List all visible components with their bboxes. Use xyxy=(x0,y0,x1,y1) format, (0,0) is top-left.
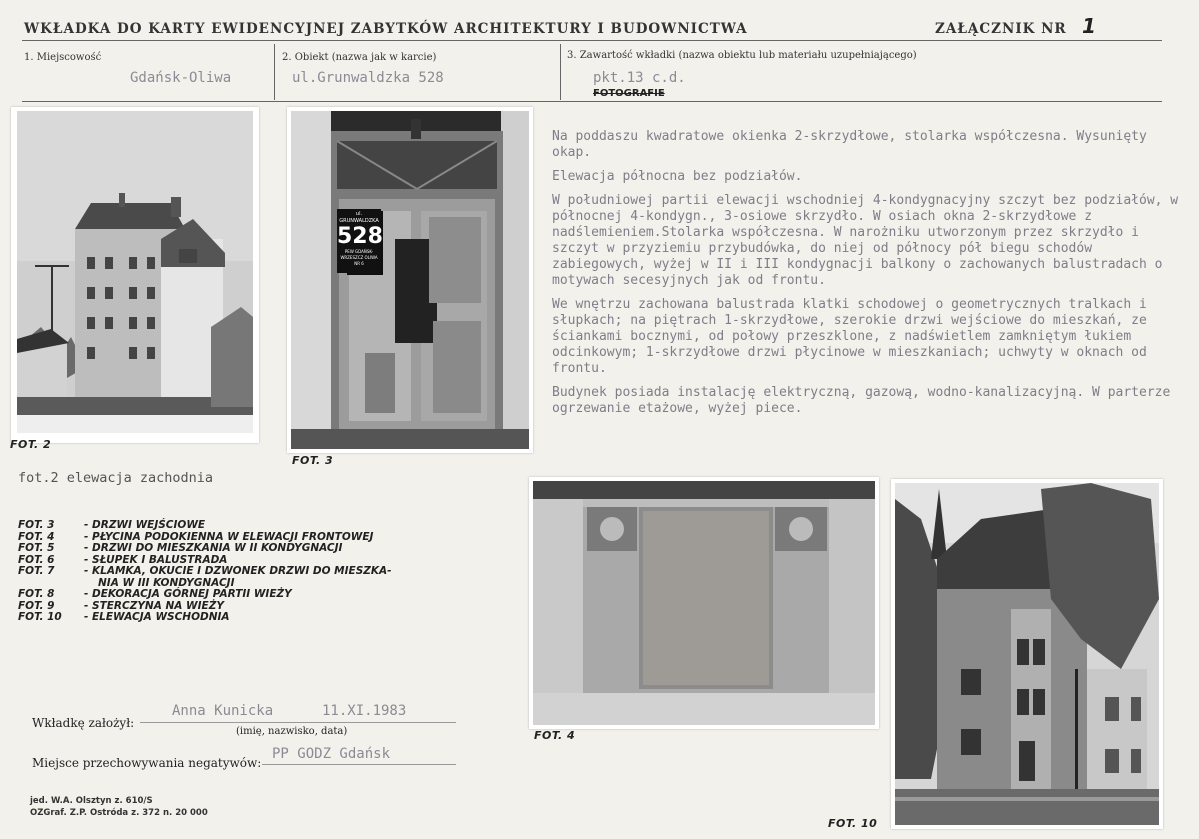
description-text xyxy=(552,129,1192,425)
caption-text: - ELEWACJA WSCHODNIA xyxy=(84,611,230,623)
locality-label: 1. Miejscowość xyxy=(24,52,102,63)
description-paragraph: Budynek posiada instalację elektryczną, gazową, wodno-kanalizacyjną. W parterze ogrzewanie etażowe, wyżej piece. xyxy=(552,385,1171,416)
description-paragraph: Elewacja północna bez podziałów. xyxy=(552,169,803,184)
caption-row xyxy=(18,589,392,601)
caption-num: FOT. 9 xyxy=(18,599,55,612)
storage-value: PP GODZ Gdańsk xyxy=(272,746,391,762)
house-number-plate xyxy=(337,209,381,273)
fot4-label: FOT. 4 xyxy=(534,729,576,742)
description-paragraph: Na poddaszu kwadratowe okienka 2-skrzydłowe, stolarka współczesna. Wysunięty okap. xyxy=(552,129,1147,160)
caption-num: FOT. 7 xyxy=(18,565,55,577)
fot3-label: FOT. 3 xyxy=(292,454,334,467)
footer-line-1: jed. W.A. Olsztyn z. 610/S xyxy=(30,796,153,806)
plate-street: ul. GRUNWALDZKA xyxy=(339,211,379,224)
field-divider-1 xyxy=(274,44,275,100)
caption-text: - SŁUPEK I BALUSTRADA xyxy=(84,553,228,566)
caption-num: FOT. 3 xyxy=(18,519,55,531)
plate-number: 528 xyxy=(337,224,383,249)
photo-fot10 xyxy=(891,479,1163,829)
footer-line-2: OZGraf. Z.P. Ostróda z. 372 n. 20 000 xyxy=(30,808,208,818)
author-underline xyxy=(140,722,456,723)
locality-value: Gdańsk-Oliwa xyxy=(130,70,232,86)
caption-text: - KLAMKA, OKUCIE I DZWONEK DRZWI DO MIESZKA- xyxy=(84,565,392,577)
field-divider-2 xyxy=(560,44,561,100)
author-date: 11.XI.1983 xyxy=(322,703,407,719)
caption-row xyxy=(18,520,392,532)
caption-num: FOT. 4 xyxy=(18,530,55,543)
photo-fot4 xyxy=(529,477,879,729)
author-label: Wkładkę założył: xyxy=(32,716,135,730)
fot2-label: FOT. 2 xyxy=(10,438,52,451)
caption-num: FOT. 6 xyxy=(18,553,55,566)
author-sub: (imię, nazwisko, data) xyxy=(236,726,348,737)
fields-divider xyxy=(22,101,1162,102)
caption-num: FOT. 5 xyxy=(18,542,55,554)
caption-num: FOT. 8 xyxy=(18,588,55,600)
caption-row xyxy=(18,543,392,555)
content-value: pkt.13 c.d. xyxy=(593,70,686,86)
description-paragraph: W południowej partii elewacji wschodniej 4-kondygnacyjny szczyt bez podziałów, w północnej 4-kondygn., 3-osiowe skrzydło. W osiach okna 2-skrzydłowe z nadślemieniem.Stolarka współczesna. W narożniku utworzonym przez skrzydło i szczyt w przyziemiu przybudówka, do niej od północy pół biegu schodów zabiegowych, wyżej w II i III kondygnacji balkony o zachowanych balustradach o motywach secesyjnych jak od frontu. xyxy=(552,193,1179,288)
description-paragraph: We wnętrzu zachowana balustrada klatki schodowej o geometrycznych tralkach i słupkach; na piętrach 1-skrzydłowe, szerokie drzwi wejściowe do mieszkań, ze ściankami bocznymi, od połowy przeszklone, z nadświetlem zamkniętym łukiem odcinkowym; 1-skrzydłowe drzwi płycinowe w mieszkaniach; uchwyty w oknach od frontu. xyxy=(552,297,1147,376)
content-label: 3. Zawartość wkładki (nazwa obiektu lub materiału uzupełniającego) xyxy=(567,50,917,61)
caption-row xyxy=(18,612,392,624)
annex-number: 1 xyxy=(1082,14,1097,38)
caption-text: - STERCZYNA NA WIEŻY xyxy=(84,599,224,612)
author-name: Anna Kunicka xyxy=(172,703,274,719)
caption-text: NIA W III KONDYGNACJI xyxy=(98,576,235,589)
object-label: 2. Obiekt (nazwa jak w karcie) xyxy=(282,52,437,63)
plate-footer: PEW GDAŃSK-WRZESZCZ OLIWA NR 6 xyxy=(340,249,378,266)
caption-list xyxy=(18,520,392,624)
photo-fot3 xyxy=(287,107,533,453)
annex-label: ZAŁĄCZNIK NR xyxy=(935,21,1067,37)
header-divider xyxy=(22,40,1162,41)
fot2-caption: fot.2 elewacja zachodnia xyxy=(18,470,214,486)
caption-text: - PŁYCINA PODOKIENNA W ELEWACJI FRONTOWEJ xyxy=(84,530,374,543)
caption-text: - DRZWI DO MIESZKANIA W II KONDYGNACJI xyxy=(84,542,343,554)
caption-text: - DEKORACJA GÓRNEJ PARTII WIEŻY xyxy=(84,588,292,600)
caption-num: FOT. 10 xyxy=(18,611,62,623)
storage-underline xyxy=(262,764,456,765)
content-value-2: FOTOGRAFIE xyxy=(593,88,665,99)
storage-label: Miejsce przechowywania negatywów: xyxy=(32,756,262,770)
form-title: WKŁADKA DO KARTY EWIDENCYJNEJ ZABYTKÓW ARCHITEKTURY I BUDOWNICTWA xyxy=(24,21,748,37)
photo-fot2 xyxy=(11,107,259,443)
fot10-label: FOT. 10 xyxy=(828,817,878,830)
object-value: ul.Grunwaldzka 528 xyxy=(292,70,444,86)
caption-row xyxy=(18,566,392,578)
caption-text: - DRZWI WEJŚCIOWE xyxy=(84,519,206,531)
